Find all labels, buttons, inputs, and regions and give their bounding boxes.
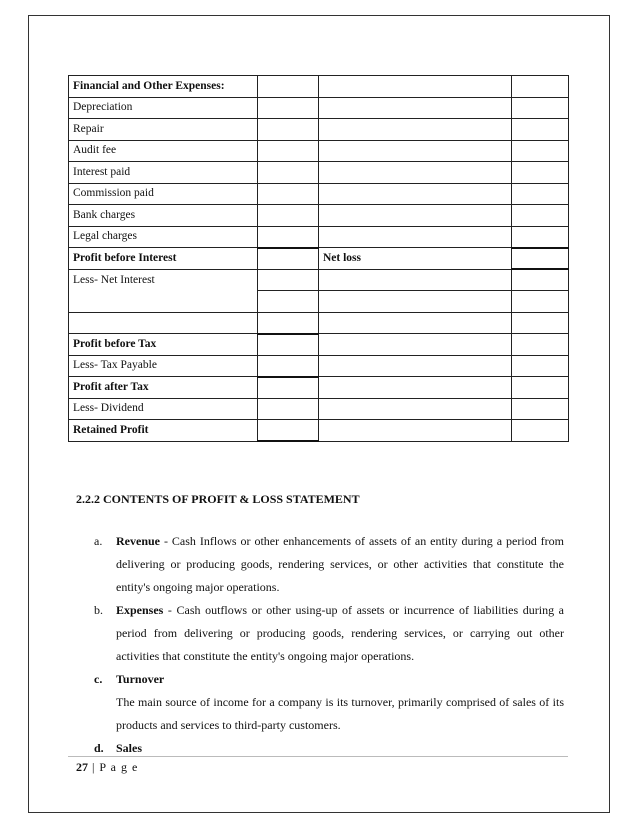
row-label: Legal charges xyxy=(69,226,258,248)
term-definition: - Cash Inflows or other enhancements of assets of an entity during a period from delivering or producing goods, rendering services, or other activities that constitute the entity's ongoing major operations. xyxy=(116,534,564,594)
table-row xyxy=(69,183,569,205)
footer-divider xyxy=(68,756,568,757)
row-label: Interest paid xyxy=(69,162,258,184)
table-row xyxy=(69,226,569,248)
table-row xyxy=(69,269,569,291)
row-label: Commission paid xyxy=(69,183,258,205)
row-label: Less- Tax Payable xyxy=(69,355,258,377)
list-marker: d. xyxy=(94,741,104,755)
table-row xyxy=(69,205,569,227)
table-row xyxy=(69,76,569,98)
row-label: Retained Profit xyxy=(69,420,258,442)
table-row xyxy=(69,334,569,356)
row-label: Profit before Tax xyxy=(69,334,258,356)
profit-loss-table xyxy=(68,75,569,442)
list-marker: c. xyxy=(94,672,103,686)
table-row xyxy=(69,119,569,141)
term-definition: The main source of income for a company is its turnover, primarily comprised of sales of its products and services to third-party customers. xyxy=(116,695,564,732)
definitions-list xyxy=(94,530,564,760)
row-label: Profit after Tax xyxy=(69,377,258,399)
row-label: Less- Net Interest xyxy=(69,269,258,312)
list-item xyxy=(94,599,564,668)
row-label: Repair xyxy=(69,119,258,141)
page-footer xyxy=(76,760,138,775)
row-label: Less- Dividend xyxy=(69,398,258,420)
term-turnover: Turnover xyxy=(116,672,165,686)
footer-separator: | xyxy=(88,760,100,774)
table-row xyxy=(69,377,569,399)
row-label: Depreciation xyxy=(69,97,258,119)
list-marker: b. xyxy=(94,603,103,617)
term-expenses: Expenses xyxy=(116,603,164,617)
table-row xyxy=(69,140,569,162)
table-row xyxy=(69,248,569,270)
row-label: Bank charges xyxy=(69,205,258,227)
term-definition: - Cash outflows or other using-up of assets or incurrence of liabilities during a period from delivering or producing goods, rendering services, or carrying out other activities that constitute the entity's ongoing major operations. xyxy=(116,603,564,663)
row-label xyxy=(69,312,258,334)
net-loss-label: Net loss xyxy=(319,248,512,270)
term-sales: Sales xyxy=(116,741,143,755)
list-item xyxy=(94,668,564,737)
table-row xyxy=(69,312,569,334)
row-label: Audit fee xyxy=(69,140,258,162)
row-label: Profit before Interest xyxy=(69,248,258,270)
list-marker: a. xyxy=(94,534,103,548)
table-row xyxy=(69,420,569,442)
term-revenue: Revenue xyxy=(116,534,160,548)
table-row xyxy=(69,162,569,184)
section-heading: 2.2.2 CONTENTS OF PROFIT & LOSS STATEMENT xyxy=(76,492,360,506)
table-row xyxy=(69,97,569,119)
page-label: P a g e xyxy=(99,760,139,774)
table-row xyxy=(69,398,569,420)
row-label: Financial and Other Expenses: xyxy=(69,76,258,98)
list-item xyxy=(94,530,564,599)
table-row xyxy=(69,355,569,377)
page-number: 27 xyxy=(76,760,88,774)
